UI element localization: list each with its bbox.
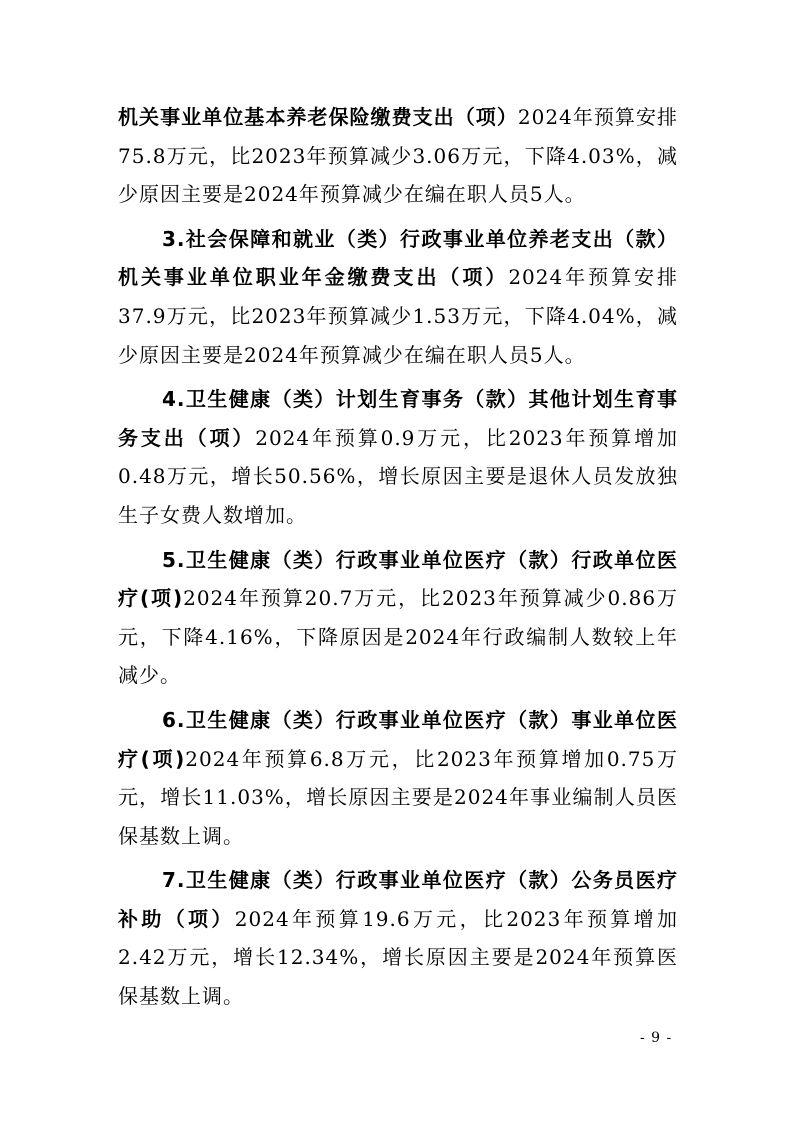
paragraph-text: 2024年预算安排37.9万元，比2023年预算减少1.53万元，下降4.04%，减少原因主要是2024年预算减少在编在职人员5人。 bbox=[118, 265, 679, 367]
paragraph-heading: 机关事业单位基本养老保险缴费支出（项） bbox=[118, 105, 518, 129]
paragraph-text: 2024年预算20.7万元，比2023年预算减少0.86万元，下降4.16%，下降原因是2024年行政编制人数较上年减少。 bbox=[118, 586, 679, 688]
paragraph-admin-medical bbox=[118, 541, 678, 695]
paragraph-text: 2024年预算6.8万元，比2023年预算增加0.75万元，增长11.03%，增长原因主要是2024年事业编制人员医保基数上调。 bbox=[118, 746, 679, 848]
paragraph-heading: 6.卫生健康（类）行政事业单位医疗（款）事业单位医疗(项) bbox=[118, 707, 678, 771]
paragraph-civil-servant-medical-subsidy bbox=[118, 861, 678, 1015]
page-number: - 9 - bbox=[640, 1030, 673, 1046]
paragraph-heading: 5.卫生健康（类）行政事业单位医疗（款）行政单位医疗(项) bbox=[118, 547, 678, 611]
paragraph-text: 2024年预算19.6万元，比2023年预算增加2.42万元，增长12.34%，增长原因主要是2024年预算医保基数上调。 bbox=[118, 906, 679, 1009]
paragraph-pension-insurance bbox=[118, 98, 678, 214]
paragraph-occupational-annuity bbox=[118, 220, 678, 374]
document-body bbox=[118, 98, 678, 1022]
paragraph-family-planning bbox=[118, 380, 678, 534]
paragraph-text: 2024年预算0.9万元，比2023年预算增加0.48万元，增长50.56%，增长原因主要是退休人员发放独生子女费人数增加。 bbox=[118, 425, 678, 527]
paragraph-text: 2024年预算安排75.8万元，比2023年预算减少3.06万元，下降4.03%，减少原因主要是2024年预算减少在编在职人员5人。 bbox=[118, 105, 679, 207]
paragraph-heading: 4.卫生健康（类）计划生育事务（款）其他计划生育事务支出（项） bbox=[118, 387, 678, 450]
paragraph-heading: 3.社会保障和就业（类）行政事业单位养老支出（款）机关事业单位职业年金缴费支出（项） bbox=[118, 226, 678, 290]
paragraph-public-institution-medical bbox=[118, 701, 678, 855]
paragraph-heading: 7.卫生健康（类）行政事业单位医疗（款）公务员医疗补助（项） bbox=[118, 868, 678, 931]
